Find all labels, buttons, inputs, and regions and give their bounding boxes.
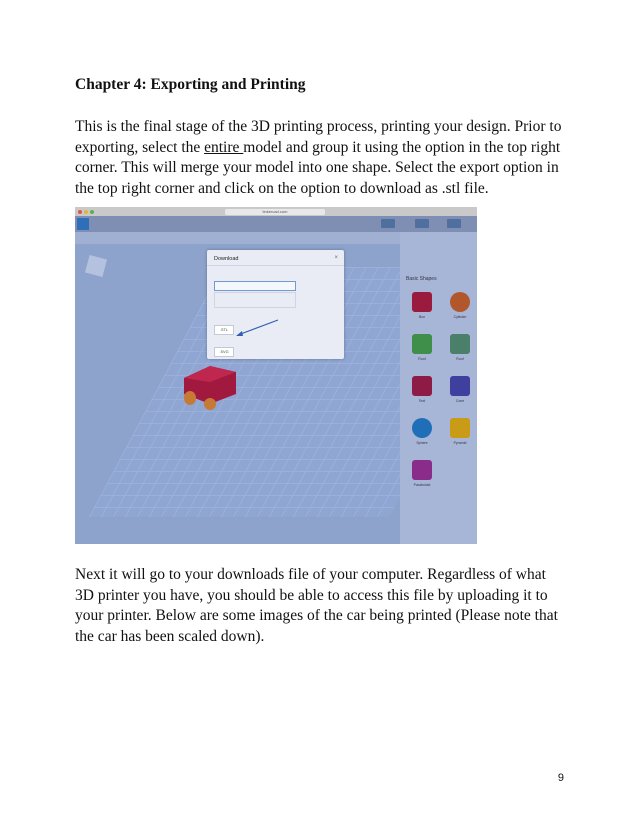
shape-label: Roof [456, 357, 464, 361]
shape-thumbnail [450, 418, 470, 438]
option-everything [214, 281, 296, 291]
shape-thumbnail [412, 418, 432, 438]
edit-toolbar [75, 232, 400, 244]
minimize-dot-icon [84, 210, 88, 214]
paragraph-export-instructions [75, 117, 565, 199]
shape-thumbnail [412, 292, 432, 312]
para1-underlined-word: entire [204, 138, 244, 156]
view-cube-icon [85, 255, 107, 277]
format-stl-button: .STL [214, 325, 234, 335]
dialog-divider [207, 265, 344, 266]
shape-thumbnail [450, 334, 470, 354]
option-selected [214, 292, 296, 308]
shape-label: Roof [418, 357, 426, 361]
shape-thumbnail [412, 460, 432, 480]
format-svg-button: .SVG [214, 347, 234, 357]
arrow-icon [232, 318, 282, 338]
shape-label: Box [418, 315, 426, 319]
chapter-heading: Chapter 4: Exporting and Printing [75, 76, 306, 93]
shape-label: Pyramid [453, 441, 467, 445]
close-icon: × [334, 255, 338, 261]
shape-label: Cone [455, 399, 465, 403]
sidebar-title: Basic Shapes [406, 276, 437, 282]
dialog-title: Download [214, 256, 239, 262]
wheel-rear [204, 398, 216, 410]
page-number: 9 [557, 772, 564, 784]
url-bar: tinkercad.com [225, 209, 325, 215]
para1-text-1: This is the final stage of the 3D printing process, printing your design. Prior to exporting, select the [75, 118, 562, 156]
download-dialog [207, 250, 344, 359]
shape-thumbnail [412, 334, 432, 354]
export-button [447, 219, 461, 228]
group-button [381, 219, 395, 228]
app-logo-icon [77, 218, 89, 230]
shapes-sidebar [400, 232, 477, 544]
shape-label: Text [418, 399, 426, 403]
car-model [180, 360, 240, 410]
wheel-front [184, 391, 196, 405]
tinkercad-screenshot [75, 207, 477, 544]
shape-thumbnail [450, 376, 470, 396]
shape-label: Paraboloid [413, 483, 431, 487]
shape-label: Sphere [416, 441, 428, 445]
shape-thumbnail [450, 292, 470, 312]
shape-label: Cylinder [453, 315, 467, 319]
import-button [415, 219, 429, 228]
shape-thumbnail [412, 376, 432, 396]
para1-text-2: model and group it using the option in the top right corner. This will merge your model into one shape. Select the export option in the top right corner and click on the option to download as .stl file. [75, 138, 561, 197]
close-dot-icon [78, 210, 82, 214]
paragraph-downloads: Next it will go to your downloads file of your computer. Regardless of what 3D printer you have, you should be able to access this file by uploading it to your printer. Below are some images of the car being printed (Please note that the car has been scaled down). [75, 566, 558, 645]
maximize-dot-icon [90, 210, 94, 214]
browser-bar [75, 207, 477, 216]
